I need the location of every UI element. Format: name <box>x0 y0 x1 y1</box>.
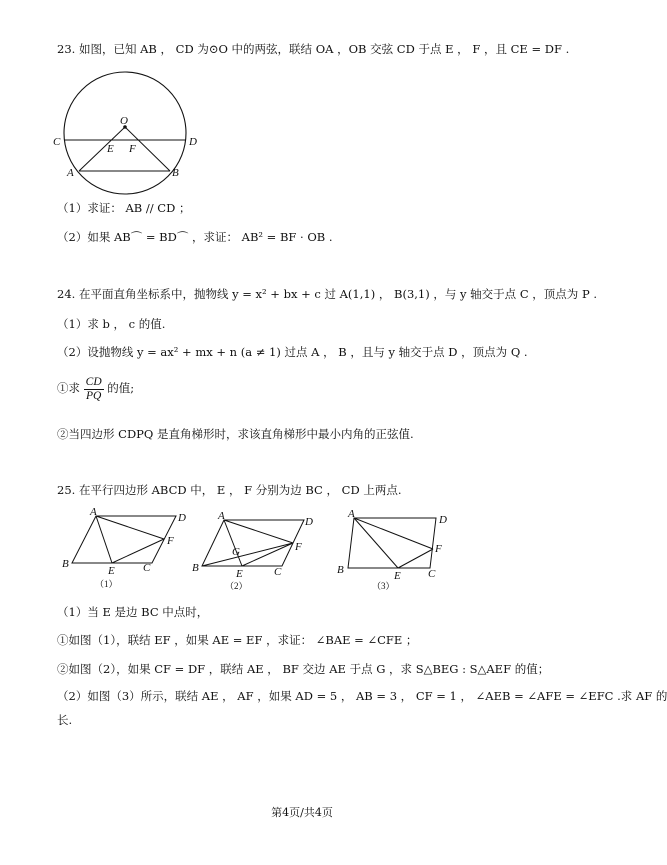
label-o: O <box>120 115 128 127</box>
cd-over-pq-fraction <box>84 376 104 402</box>
label-d: D <box>189 136 197 148</box>
circle-o <box>64 72 186 194</box>
fraction-numerator: CD <box>85 376 102 388</box>
fig1-label-f: F <box>167 535 174 547</box>
fig2-label-a: A <box>218 510 225 522</box>
q24-part1: （1）求 b ， c 的值. <box>57 317 166 331</box>
label-f: F <box>129 143 136 155</box>
fig2-caption: （2） <box>225 581 248 591</box>
q25-part1: （1）当 E 是边 BC 中点时， <box>57 605 209 619</box>
q24-sub1 <box>57 376 134 402</box>
fig2-label-g: G <box>232 546 240 558</box>
segment-ef <box>398 549 433 568</box>
q23-part1: （1）求证： AB // CD ； <box>57 201 191 215</box>
q23-part2: （2）如果 AB⌒ = BD⌒ ，求证： AB² = BF · OB . <box>57 230 333 244</box>
fig2-label-f: F <box>295 541 302 553</box>
fig1-label-c: C <box>143 562 151 574</box>
segment-ae <box>96 516 112 563</box>
fig3-label-c: C <box>428 568 436 580</box>
q25-figure-3 <box>332 506 452 590</box>
fig1-label-e: E <box>108 565 115 577</box>
label-a: A <box>67 167 74 179</box>
label-b: B <box>172 167 179 179</box>
segment-bf <box>202 543 293 566</box>
q25-part2-line1: （2）如图（3）所示，联结 AE ， AF ，如果 AD = 5 ， AB = 3 ， CF = 1 ， ∠AEB = ∠AFE = ∠EFC .求 AF 的 <box>57 689 667 703</box>
fig3-label-f: F <box>435 543 442 555</box>
q24-stem: 24. 在平面直角坐标系中，抛物线 y = x² + bx + c 过 A(1,1) ， B(3,1) ，与 y 轴交于点 C ，顶点为 P . <box>57 287 597 301</box>
fig2-label-d: D <box>305 516 313 528</box>
fig1-label-b: B <box>62 558 69 570</box>
label-c: C <box>53 136 61 148</box>
q25-stem: 25. 在平行四边形 ABCD 中， E ， F 分别为边 BC ， CD 上两点. <box>57 483 402 497</box>
segment-ef <box>112 539 164 563</box>
q23-stem: 23. 如图，已知 AB ， CD 为⊙O 中的两弦，联结 OA ，OB 交弦 CD 于点 E ， F ，且 CE = DF . <box>57 42 570 56</box>
q25-sub1: ①如图（1），联结 EF ，如果 AE = EF ，求证： ∠BAE = ∠CFE ； <box>57 633 418 647</box>
fig1-label-d: D <box>178 512 186 524</box>
q25-figure-2 <box>190 506 320 590</box>
fraction-denominator: PQ <box>85 389 102 402</box>
page-footer: 第4页/共4页 <box>271 806 333 819</box>
parallelogram-abcd <box>72 516 176 563</box>
q24-sub2: ②当四边形 CDPQ 是直角梯形时，求该直角梯形中最小内角的正弦值. <box>57 427 414 441</box>
fig3-label-b: B <box>337 564 344 576</box>
q24-sub1-suffix: 的值; <box>107 381 135 396</box>
fig1-label-a: A <box>90 506 97 518</box>
segment-oa <box>79 127 125 171</box>
fig3-caption: （3） <box>372 581 395 591</box>
segment-ef <box>242 543 293 566</box>
parallelogram-abcd <box>202 520 304 566</box>
fig3-label-a: A <box>348 508 355 520</box>
q24-sub1-prefix: ①求 <box>57 381 80 396</box>
q24-part2: （2）设抛物线 y = ax² + mx + n (a ≠ 1) 过点 A ， B ，且与 y 轴交于点 D ，顶点为 Q . <box>57 345 528 359</box>
fig3-label-e: E <box>394 570 401 582</box>
q23-circle-figure <box>48 66 218 196</box>
segment-af <box>354 518 433 549</box>
segment-af <box>96 516 164 539</box>
fig3-label-d: D <box>439 514 447 526</box>
fig2-label-c: C <box>274 566 282 578</box>
q25-part2-line2: 长. <box>57 713 73 727</box>
q25-figure-1 <box>58 506 188 590</box>
segment-ae <box>224 520 242 566</box>
fig2-label-b: B <box>192 562 199 574</box>
segment-af <box>224 520 293 543</box>
fig2-label-e: E <box>236 568 243 580</box>
label-e: E <box>107 143 114 155</box>
fig1-caption: （1） <box>95 579 118 589</box>
q25-sub2: ②如图（2），如果 CF = DF ，联结 AE ， BF 交边 AE 于点 G ，求 S△BEG : S△AEF 的值； <box>57 662 550 676</box>
segment-ae <box>354 518 398 568</box>
